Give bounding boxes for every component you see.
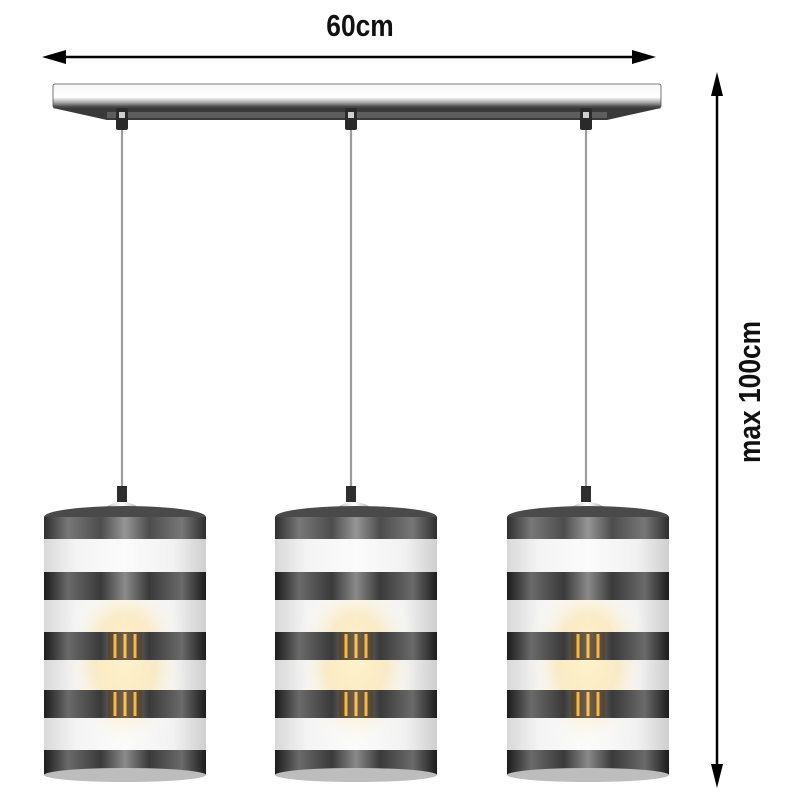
pendant-light-right bbox=[507, 108, 669, 782]
height-arrow bbox=[711, 72, 723, 788]
width-arrow bbox=[42, 50, 656, 64]
width-dimension-label: 60cm bbox=[326, 8, 394, 43]
height-dimension-label: max 100cm bbox=[732, 320, 767, 464]
pendant-light-center bbox=[275, 108, 437, 782]
pendant-light-left bbox=[44, 108, 206, 782]
